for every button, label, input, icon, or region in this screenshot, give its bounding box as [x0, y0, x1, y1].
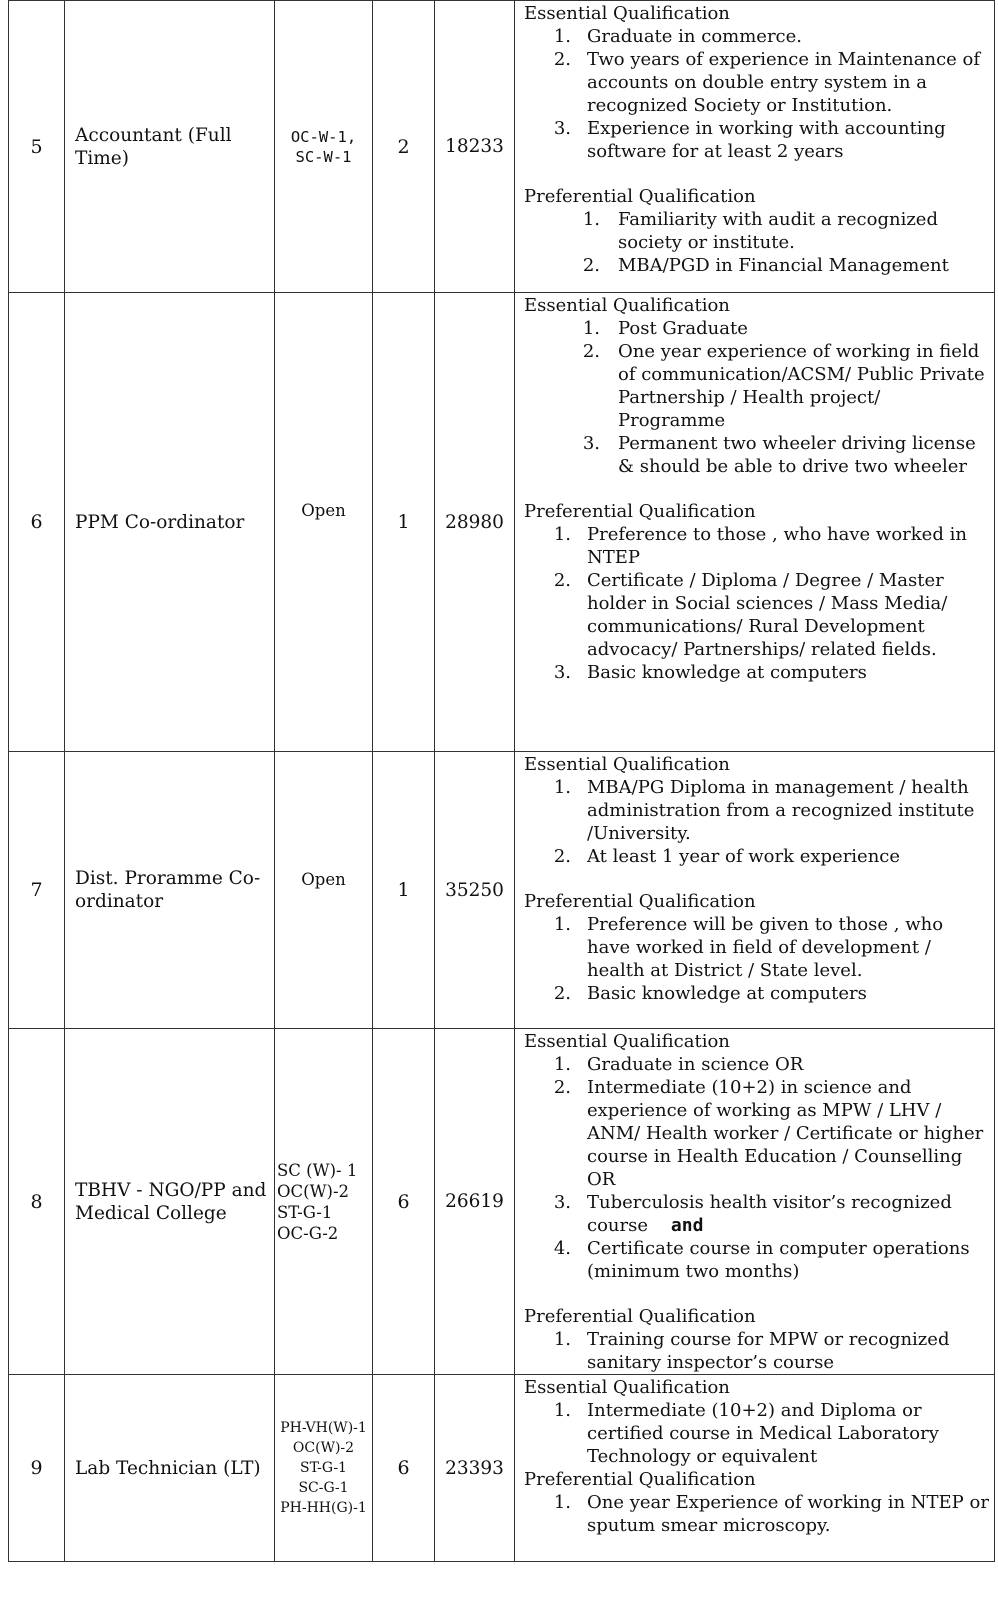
table-row: [9, 1, 995, 293]
table-row: [9, 293, 995, 752]
preferential-list: [524, 1491, 990, 1537]
post-count: 6: [373, 1375, 435, 1562]
category-line: Open: [301, 500, 346, 520]
table-row: [9, 752, 995, 1029]
list-item: 3. Permanent two wheeler driving license & should be able to drive two wheeler: [582, 433, 976, 477]
category-cell: [275, 1375, 373, 1562]
category-line: ST-G-1: [300, 1460, 347, 1476]
list-item: 1. Graduate in science OR: [553, 1054, 804, 1075]
preferential-heading: Preferential Qualification: [524, 1469, 756, 1490]
list-item: 1. Intermediate (10+2) and Diploma or certified course in Medical Laboratory Technology or equivalent: [553, 1400, 939, 1467]
qualification-cell: [515, 293, 995, 752]
list-item: 2. Two years of experience in Maintenance of accounts on double entry system in a recognized Society or Institution.: [553, 49, 981, 116]
preferential-heading: Preferential Qualification: [524, 501, 756, 522]
post-name: PPM Co-ordinator: [65, 293, 275, 752]
preferential-list: [524, 208, 990, 277]
serial-number: 6: [9, 293, 65, 752]
category-line: OC(W)-2: [277, 1181, 350, 1201]
essential-heading: Essential Qualification: [524, 1377, 730, 1398]
recruitment-table-page: [8, 0, 994, 1562]
category-line: SC-G-1: [298, 1480, 349, 1496]
list-item: 1. One year Experience of working in NTEP or sputum smear microscopy.: [553, 1492, 989, 1536]
posts-table: [8, 0, 995, 1562]
category-line: OC-G-2: [277, 1223, 339, 1243]
essential-list: [524, 1053, 990, 1283]
essential-list: [524, 317, 990, 478]
list-item: 1. Preference to those , who have worked in NTEP: [553, 524, 967, 568]
pay-amount: 23393: [435, 1375, 515, 1562]
serial-number: 9: [9, 1375, 65, 1562]
essential-heading: Essential Qualification: [524, 295, 730, 316]
serial-number: 5: [9, 1, 65, 293]
list-item: 2. Certificate / Diploma / Degree / Master holder in Social sciences / Mass Media/ communications/ Rural Development advocacy/ Partnerships/ related fields.: [553, 570, 948, 660]
table-row: [9, 1029, 995, 1375]
list-item: 1. Training course for MPW or recognized sanitary inspector’s course: [553, 1329, 950, 1373]
post-count: 1: [373, 293, 435, 752]
list-item: 1. Familiarity with audit a recognized society or institute.: [582, 209, 938, 253]
category-line: SC-W-1: [295, 147, 352, 166]
table-row: [9, 1375, 995, 1562]
qualification-cell: [515, 1029, 995, 1375]
category-line: ST-G-1: [277, 1202, 333, 1222]
essential-heading: Essential Qualification: [524, 3, 730, 24]
list-item: 1. Post Graduate: [582, 318, 748, 339]
list-item: 2. At least 1 year of work experience: [553, 846, 901, 867]
list-item: 1. Graduate in commerce.: [553, 26, 803, 47]
post-count: 1: [373, 752, 435, 1029]
post-name: TBHV - NGO/PP and Medical College: [65, 1029, 275, 1375]
list-item: 2. One year experience of working in field of communication/ACSM/ Public Private Partnership / Health project/ Programme: [582, 341, 985, 431]
preferential-heading: Preferential Qualification: [524, 891, 756, 912]
preferential-heading: Preferential Qualification: [524, 186, 756, 207]
serial-number: 7: [9, 752, 65, 1029]
qualification-cell: [515, 752, 995, 1029]
category-line: OC-W-1,: [290, 127, 357, 146]
category-cell: [275, 293, 373, 752]
post-name: Lab Technician (LT): [65, 1375, 275, 1562]
list-item: 3. Experience in working with accounting software for at least 2 years: [553, 118, 946, 162]
essential-list: [524, 1399, 990, 1468]
list-item: 2. Intermediate (10+2) in science and experience of working as MPW / LHV / ANM/ Health worker / Certificate or higher course in Health Education / Counselling OR: [553, 1077, 984, 1190]
qualification-cell: [515, 1375, 995, 1562]
category-cell: [275, 1, 373, 293]
list-item: 2. Basic knowledge at computers: [553, 983, 867, 1004]
serial-number: 8: [9, 1029, 65, 1375]
pay-amount: 18233: [435, 1, 515, 293]
essential-list: [524, 25, 990, 163]
qualification-cell: [515, 1, 995, 293]
category-line: Open: [301, 869, 346, 889]
pay-amount: 26619: [435, 1029, 515, 1375]
category-cell: [275, 1029, 373, 1375]
essential-heading: Essential Qualification: [524, 1031, 730, 1052]
list-item: 3. Basic knowledge at computers: [553, 662, 867, 683]
list-item: 4. Certificate course in computer operations (minimum two months): [553, 1238, 970, 1282]
bold-and: and: [670, 1215, 704, 1236]
category-line: PH-VH(W)-1: [280, 1420, 367, 1436]
post-name: Dist. Proramme Co-ordinator: [65, 752, 275, 1029]
preferential-list: [524, 1328, 990, 1374]
list-item: 1. MBA/PG Diploma in management / health administration from a recognized institute /University.: [553, 777, 975, 844]
pay-amount: 28980: [435, 293, 515, 752]
category-line: PH-HH(G)-1: [280, 1500, 367, 1516]
essential-heading: Essential Qualification: [524, 754, 730, 775]
list-item: 3. Tuberculosis health visitor’s recognized course and: [553, 1192, 952, 1236]
list-item: 2. MBA/PGD in Financial Management: [582, 255, 949, 276]
preferential-list: [524, 913, 990, 1005]
essential-list: [524, 776, 990, 868]
category-line: OC(W)-2: [292, 1440, 355, 1456]
post-name: Accountant (Full Time): [65, 1, 275, 293]
preferential-list: [524, 523, 990, 684]
preferential-heading: Preferential Qualification: [524, 1306, 756, 1327]
post-count: 6: [373, 1029, 435, 1375]
category-line: SC (W)- 1: [277, 1160, 358, 1180]
pay-amount: 35250: [435, 752, 515, 1029]
category-cell: [275, 752, 373, 1029]
post-count: 2: [373, 1, 435, 293]
list-item: 1. Preference will be given to those , who have worked in field of development / health at District / State level.: [553, 914, 944, 981]
